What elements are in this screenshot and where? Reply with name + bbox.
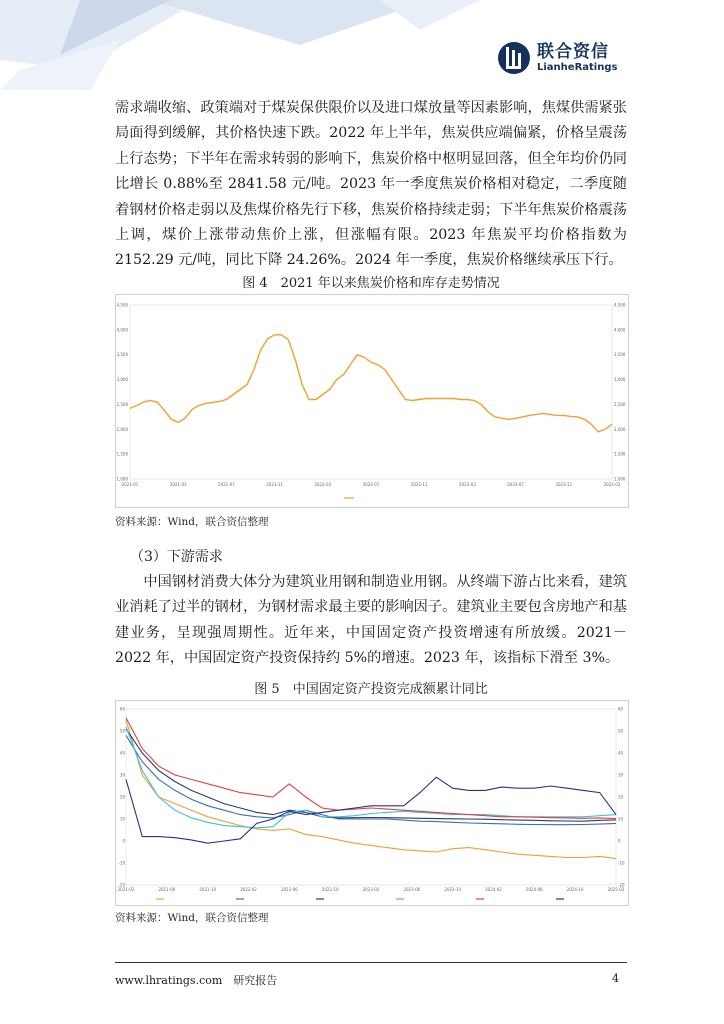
y-tick-label: 30: [119, 772, 125, 778]
page-number: 4: [612, 972, 619, 985]
coke-price-chart: [116, 295, 628, 507]
x-tick-label: 2023-10: [444, 887, 462, 892]
x-tick-label: 2022-10: [321, 887, 339, 892]
y-right-tick-label: -10: [618, 860, 625, 866]
figure-4-chart: [115, 294, 629, 508]
x-tick-label: 2021-02: [117, 887, 135, 892]
x-tick-label: 2021-03: [169, 482, 187, 487]
investment-series-line-6: [126, 777, 616, 843]
y-right-tick-label: 2,000: [614, 426, 626, 432]
y-right-tick-label: -20: [618, 882, 625, 888]
x-tick-label: 2022-03: [314, 482, 332, 487]
footer-website: www.lhratings.com 研究报告: [115, 974, 278, 987]
y-tick-label: 3,500: [116, 352, 128, 358]
y-right-tick-label: 20: [618, 794, 624, 800]
y-right-tick-label: 3,000: [614, 377, 626, 383]
figure-5-chart: [115, 700, 629, 906]
y-right-tick-label: 3,500: [614, 352, 626, 358]
y-right-tick-label: 1,500: [614, 451, 626, 457]
y-tick-label: 40: [119, 750, 125, 756]
investment-series-line-1: [126, 720, 616, 859]
body-paragraph-coke-price: 需求端收缩、政策端对于煤炭保供限价以及进口煤放量等因素影响，焦煤供需紧张局面得到缓解，其价格快速下跌。2022 年上半年，焦炭供应端偏紧，价格呈震荡上行态势；下半年在需求转弱的影响下，焦炭价格中枢明显回落，但全年均价仍同比增长 0.88%至 2841.58 元/吨。2023 年一季度焦炭价格相对稳定，二季度随着钢材价格走弱以及焦煤价格先行下移，焦炭价格持续走弱；下半年焦炭价格震荡上调，煤价上涨带动焦价上涨，但涨幅有限。2023 年焦炭平均价格指数为 2152.29 元/吨，同比下降 24.26%。2024 年一季度，焦炭价格继续承压下行。: [115, 100, 627, 269]
logo-chinese-name: 联合资信: [537, 41, 609, 62]
y-tick-label: -10: [118, 860, 125, 866]
brand-logo: [497, 36, 617, 80]
x-tick-label: 2021-01: [121, 482, 139, 487]
investment-series-line-4: [126, 727, 616, 828]
plot-area: [126, 709, 616, 885]
x-tick-label: 2022-02: [240, 887, 257, 892]
y-tick-label: 3,000: [116, 377, 128, 383]
x-tick-label: 2025-02: [607, 887, 625, 892]
coke-price-series-line: [130, 335, 612, 432]
x-tick-label: 2024-03: [603, 482, 621, 487]
body-paragraph-steel-demand: 中国钢材消费大体分为建筑业用钢和制造业用钢。从终端下游占比来看，建筑业消耗了过半的钢材，为钢材需求最主要的影响因子。建筑业主要包含房地产和基建业务，呈现强周期性。近年来，中国固定资产投资增速有所放缓。2021－2022 年，中国固定资产投资保持约 5%的增速。2023 年，该指标下滑至 3%。: [115, 574, 627, 667]
footer-divider: [115, 962, 627, 963]
y-tick-label: 1,000: [116, 476, 128, 482]
investment-series-line-2: [126, 735, 616, 824]
x-tick-label: 2021-07: [218, 482, 235, 487]
x-tick-label: 2023-11: [555, 482, 573, 487]
y-right-tick-label: 4,500: [614, 302, 626, 308]
y-tick-label: 0: [122, 838, 125, 844]
x-tick-label: 2023-03: [459, 482, 476, 487]
x-tick-label: 2023-07: [507, 482, 524, 487]
y-right-tick-label: 4,000: [614, 327, 626, 333]
y-right-tick-label: 30: [618, 772, 624, 778]
y-tick-label: -20: [118, 882, 125, 888]
plot-area: [130, 305, 612, 479]
logo-english-name: LianheRatings: [537, 61, 618, 73]
x-tick-label: 2024-02: [485, 887, 502, 892]
x-tick-label: 2022-07: [362, 482, 380, 487]
y-right-tick-label: 60: [618, 706, 624, 712]
y-right-tick-label: 2,500: [614, 401, 626, 407]
y-right-tick-label: 1,000: [614, 476, 626, 482]
figure-4-source: 资料来源：Wind，联合资信整理: [115, 516, 269, 528]
y-tick-label: 60: [119, 706, 125, 712]
y-right-tick-label: 0: [618, 838, 621, 844]
x-tick-label: 2021-06: [158, 887, 176, 892]
y-tick-label: 50: [119, 728, 125, 734]
y-right-tick-label: 10: [618, 816, 624, 822]
x-tick-label: 2022-11: [410, 482, 428, 487]
x-tick-label: 2024-06: [525, 887, 543, 892]
x-tick-label: 2024-10: [566, 887, 584, 892]
y-tick-label: 20: [119, 794, 125, 800]
section-heading-downstream-demand: （3）下游需求: [130, 549, 223, 565]
y-tick-label: 1,500: [116, 451, 128, 457]
y-tick-label: 4,500: [116, 302, 128, 308]
y-tick-label: 2,000: [116, 426, 128, 432]
x-tick-label: 2023-02: [362, 887, 380, 892]
figure-4-caption: 图 4 2021 年以来焦炭价格和库存走势情况: [242, 276, 500, 291]
x-tick-label: 2022-06: [280, 887, 298, 892]
figure-5-source: 资料来源：Wind，联合资信整理: [115, 912, 269, 924]
x-tick-label: 2021-10: [199, 887, 217, 892]
y-tick-label: 10: [119, 816, 125, 822]
figure-5-caption: 图 5 中国固定资产投资完成额累计同比: [254, 682, 488, 697]
y-tick-label: 4,000: [116, 327, 128, 333]
lianhe-logo-icon: [497, 41, 531, 75]
y-right-tick-label: 50: [618, 728, 624, 734]
investment-series-line-5: [126, 718, 616, 819]
x-tick-label: 2021-11: [266, 482, 283, 487]
fixed-asset-investment-chart: [116, 701, 628, 905]
y-tick-label: 2,500: [116, 401, 128, 407]
x-tick-label: 2023-06: [403, 887, 421, 892]
y-right-tick-label: 40: [618, 750, 624, 756]
investment-series-line-3: [126, 729, 616, 821]
